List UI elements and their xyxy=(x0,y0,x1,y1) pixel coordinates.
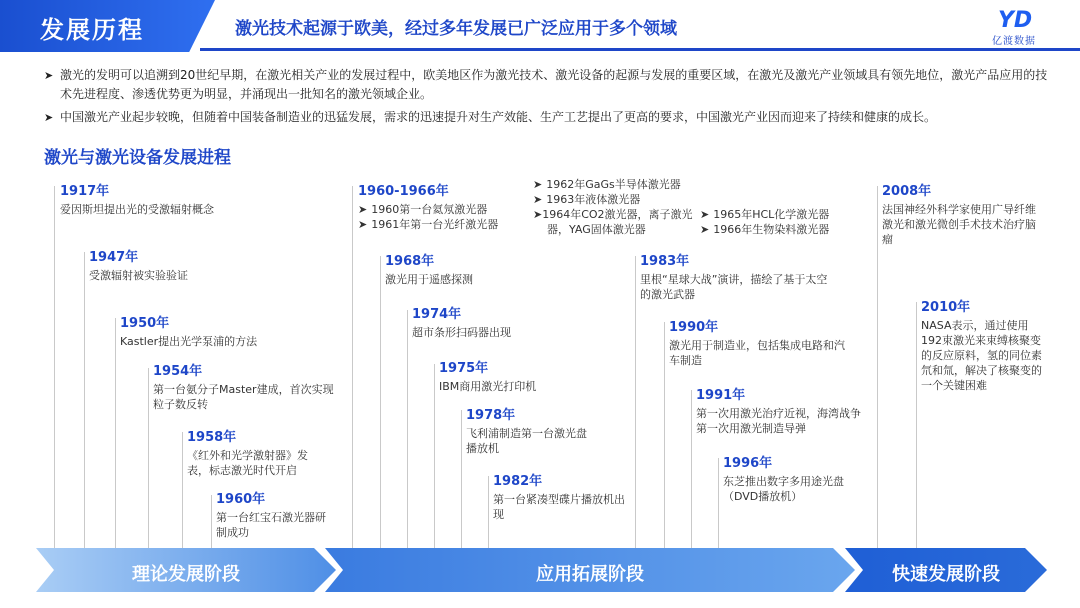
event-year: 1968年 xyxy=(385,254,435,269)
event-text: 第一台氨分子Master建成，首次实现粒子数反转 xyxy=(153,383,334,411)
timeline-line xyxy=(380,256,381,548)
event-text: NASA表示，通过使用192束激光来束缚核聚变的反应原料，氢的同位素氘和氚，解决了核聚变的一个关键困难 xyxy=(921,319,1042,392)
event-text: 飞利浦制造第一台激光盘播放机 xyxy=(466,427,587,455)
timeline-line xyxy=(352,186,353,548)
event-1983 xyxy=(640,254,835,302)
event-text: 第一台红宝石激光器研制成功 xyxy=(216,511,326,539)
event-text: 激光用于制造业，包括集成电路和汽车制造 xyxy=(669,339,845,367)
event-2008 xyxy=(882,184,1042,247)
event-1974 xyxy=(412,307,572,340)
phase-label: 快速发展阶段 xyxy=(892,564,1000,585)
brand-logo xyxy=(990,8,1070,46)
timeline-line xyxy=(211,495,212,548)
event-subitem: ➤ 1963年液体激光器 xyxy=(533,193,641,206)
event-1968 xyxy=(385,254,545,287)
phase-label: 理论发展阶段 xyxy=(132,564,240,585)
arrow-icon: ➤ xyxy=(700,223,710,236)
event-1962-group xyxy=(533,177,703,237)
event-year: 1958年 xyxy=(187,430,237,445)
arrow-icon: ➤ xyxy=(533,193,543,206)
event-subitem: ➤1964年CO2激光器，离子激光器，YAG固体激光器 xyxy=(533,208,693,236)
phase-theory xyxy=(36,548,336,592)
event-year: 2008年 xyxy=(882,184,932,199)
timeline-line xyxy=(691,390,692,548)
arrow-icon: ➤ xyxy=(533,208,543,221)
event-text: 爱因斯坦提出光的受激辐射概念 xyxy=(60,203,214,216)
event-text: 《红外和光学激射器》发表，标志激光时代开启 xyxy=(187,449,308,477)
event-1990 xyxy=(669,320,849,368)
arrow-icon: ➤ xyxy=(358,218,368,231)
phase-application xyxy=(325,548,855,592)
section-title: 激光与激光设备发展进程 xyxy=(44,148,231,168)
arrow-icon: ➤ xyxy=(533,178,543,191)
event-1975 xyxy=(439,361,599,394)
header-bar xyxy=(0,0,1080,52)
timeline-line xyxy=(407,310,408,548)
event-1947 xyxy=(89,250,249,283)
phase-label: 应用拓展阶段 xyxy=(536,564,644,585)
event-1958 xyxy=(187,430,327,478)
event-year: 1950年 xyxy=(120,316,170,331)
event-1982 xyxy=(493,474,628,522)
event-year: 1960年 xyxy=(216,492,266,507)
event-1978 xyxy=(466,408,596,456)
event-year: 2010年 xyxy=(921,300,971,315)
arrow-icon: ➤ xyxy=(358,203,368,216)
event-year: 1917年 xyxy=(60,184,110,199)
timeline-line xyxy=(148,368,149,548)
event-text: 东芝推出数字多用途光盘（DVD播放机） xyxy=(723,475,844,503)
bullet-text: 激光的发明可以追溯到20世纪早期，在激光相关产业的发展过程中，欧美地区作为激光技术、激光设备的起源与发展的重要区域，在激光及激光产业领域具有领先地位，激光产品应用的技术先进程度、渗透优势更为明显，并涌现出一批知名的激光领域企业。 xyxy=(60,68,1048,101)
event-text: 第一次用激光治疗近视，海湾战争第一次用激光制造导弹 xyxy=(696,407,861,435)
timeline-line xyxy=(54,186,55,548)
bullet-arrow-icon: ➤ xyxy=(44,111,54,124)
event-1917 xyxy=(60,184,220,217)
event-year: 1990年 xyxy=(669,320,719,335)
event-year: 1983年 xyxy=(640,254,690,269)
event-subitem: ➤ 1962年GaGs半导体激光器 xyxy=(533,178,681,191)
arrow-icon: ➤ xyxy=(700,208,710,221)
event-2010 xyxy=(921,300,1046,393)
event-1960-1966 xyxy=(358,184,528,232)
event-subitem: ➤ 1961年第一台光纤激光器 xyxy=(358,218,499,231)
event-year: 1947年 xyxy=(89,250,139,265)
bullet-arrow-icon: ➤ xyxy=(44,69,54,82)
bullet-item xyxy=(44,66,1054,104)
event-1991 xyxy=(696,388,866,436)
phase-rapid xyxy=(845,548,1047,592)
event-subitem: ➤ 1960第一台氦氖激光器 xyxy=(358,203,488,216)
bullet-item xyxy=(44,108,1054,127)
event-text: 第一台紧凑型碟片播放机出现 xyxy=(493,493,625,521)
logo-mark: YD xyxy=(998,8,1033,33)
event-1996 xyxy=(723,456,863,504)
page-title: 发展历程 xyxy=(40,16,144,44)
header-divider xyxy=(200,48,1080,51)
event-text: Kastler提出光学泵浦的方法 xyxy=(120,335,258,348)
timeline-line xyxy=(488,476,489,548)
logo-text: 亿渡数据 xyxy=(992,36,1036,47)
event-text: 超市条形扫码器出现 xyxy=(412,326,511,339)
event-year: 1960-1966年 xyxy=(358,184,449,199)
event-year: 1982年 xyxy=(493,474,543,489)
timeline-line xyxy=(877,186,878,548)
event-year: 1996年 xyxy=(723,456,773,471)
event-year: 1991年 xyxy=(696,388,746,403)
intro-bullets xyxy=(44,66,1054,131)
timeline-line xyxy=(664,322,665,548)
event-1965-group xyxy=(700,207,870,237)
page-subtitle: 激光技术起源于欧美，经过多年发展已广泛应用于多个领域 xyxy=(235,19,677,39)
timeline-line xyxy=(916,302,917,548)
timeline-line xyxy=(182,432,183,548)
event-year: 1975年 xyxy=(439,361,489,376)
timeline-line xyxy=(115,318,116,548)
event-text: 激光用于遥感探测 xyxy=(385,273,473,286)
event-year: 1978年 xyxy=(466,408,516,423)
bullet-text: 中国激光产业起步较晚，但随着中国装备制造业的迅猛发展，需求的迅速提升对生产效能、生产工艺提出了更高的要求，中国激光产业因而迎来了持续和健康的成长。 xyxy=(60,110,937,124)
event-1950 xyxy=(120,316,290,349)
event-1954 xyxy=(153,364,338,412)
event-year: 1954年 xyxy=(153,364,203,379)
event-text: 法国神经外科学家使用广导纤维激光和激光微创手术技术治疗脑瘤 xyxy=(882,203,1036,246)
event-year: 1974年 xyxy=(412,307,462,322)
timeline-line xyxy=(461,410,462,548)
timeline-line xyxy=(434,364,435,548)
event-text: 里根“星球大战”演讲，描绘了基于太空的激光武器 xyxy=(640,273,828,301)
timeline-line xyxy=(718,458,719,548)
timeline-line xyxy=(635,256,636,548)
event-1960 xyxy=(216,492,336,540)
event-text: 受激辐射被实验验证 xyxy=(89,269,188,282)
event-text: IBM商用激光打印机 xyxy=(439,380,537,393)
timeline-line xyxy=(84,252,85,548)
event-subitem: ➤ 1966年生物染料激光器 xyxy=(700,223,830,236)
event-subitem: ➤ 1965年HCL化学激光器 xyxy=(700,208,830,221)
